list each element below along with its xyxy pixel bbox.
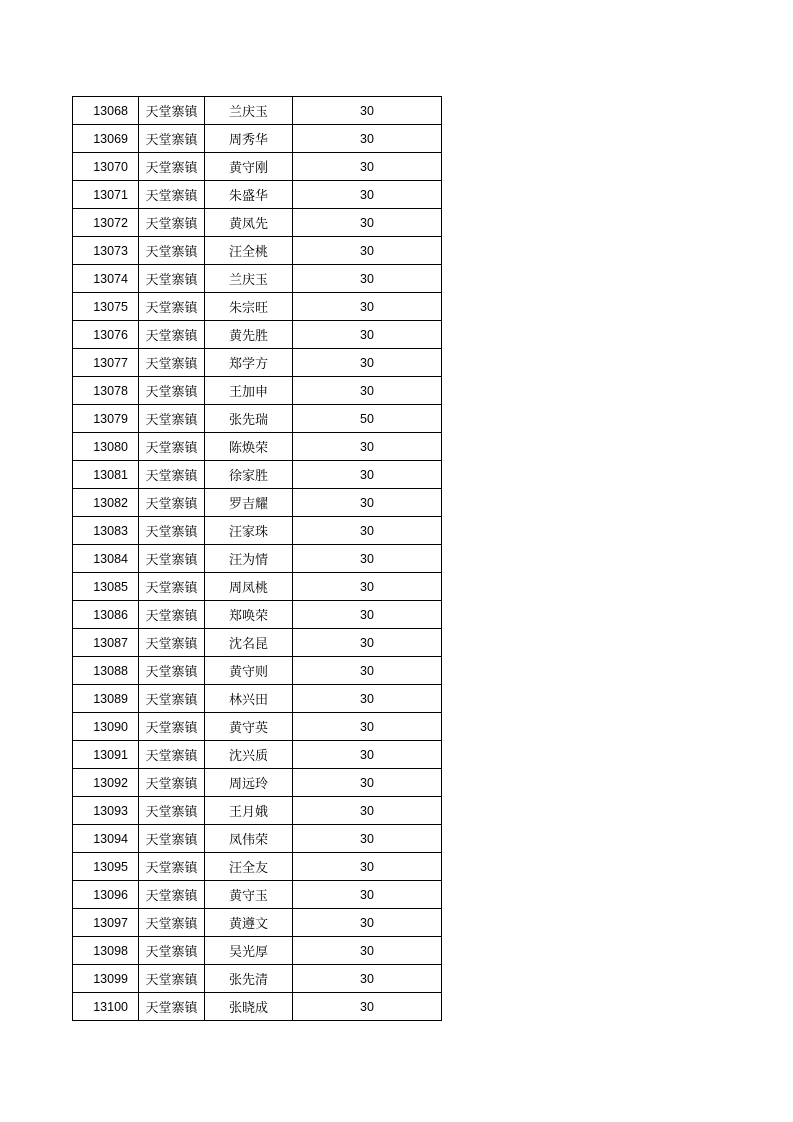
row-name-cell: 黄守则 [205,657,293,685]
table-row [73,713,442,741]
row-id-cell: 13071 [73,181,139,209]
table-row [73,937,442,965]
row-amount-cell: 30 [293,993,442,1021]
row-name-cell: 徐家胜 [205,461,293,489]
row-name-cell: 汪为情 [205,545,293,573]
row-name-cell: 吴光厚 [205,937,293,965]
row-amount-cell: 30 [293,265,442,293]
row-name-cell: 黄守刚 [205,153,293,181]
table-row [73,769,442,797]
row-amount-cell: 30 [293,937,442,965]
row-town-cell: 天堂寨镇 [139,265,205,293]
row-town-cell: 天堂寨镇 [139,657,205,685]
table-row [73,545,442,573]
row-name-cell: 凤伟荣 [205,825,293,853]
table-row [73,405,442,433]
table-row [73,321,442,349]
row-name-cell: 王加申 [205,377,293,405]
row-id-cell: 13074 [73,265,139,293]
roster-table-body [73,97,442,1021]
table-row [73,265,442,293]
row-town-cell: 天堂寨镇 [139,377,205,405]
row-town-cell: 天堂寨镇 [139,461,205,489]
row-id-cell: 13081 [73,461,139,489]
row-town-cell: 天堂寨镇 [139,881,205,909]
row-town-cell: 天堂寨镇 [139,125,205,153]
row-id-cell: 13091 [73,741,139,769]
row-amount-cell: 30 [293,181,442,209]
table-row [73,517,442,545]
row-town-cell: 天堂寨镇 [139,237,205,265]
table-row [73,461,442,489]
table-row [73,965,442,993]
table-row [73,657,442,685]
row-id-cell: 13069 [73,125,139,153]
row-id-cell: 13099 [73,965,139,993]
table-row [73,97,442,125]
row-name-cell: 郑唤荣 [205,601,293,629]
row-town-cell: 天堂寨镇 [139,629,205,657]
row-name-cell: 黄守英 [205,713,293,741]
table-row [73,993,442,1021]
row-id-cell: 13076 [73,321,139,349]
row-name-cell: 朱盛华 [205,181,293,209]
table-row [73,181,442,209]
row-town-cell: 天堂寨镇 [139,853,205,881]
row-id-cell: 13100 [73,993,139,1021]
row-id-cell: 13083 [73,517,139,545]
table-row [73,489,442,517]
row-id-cell: 13088 [73,657,139,685]
row-name-cell: 周秀华 [205,125,293,153]
row-amount-cell: 30 [293,545,442,573]
table-row [73,153,442,181]
table-row [73,433,442,461]
row-name-cell: 黄凤先 [205,209,293,237]
row-amount-cell: 30 [293,125,442,153]
row-town-cell: 天堂寨镇 [139,713,205,741]
row-town-cell: 天堂寨镇 [139,405,205,433]
row-id-cell: 13089 [73,685,139,713]
row-id-cell: 13096 [73,881,139,909]
row-amount-cell: 30 [293,377,442,405]
row-amount-cell: 30 [293,349,442,377]
row-name-cell: 沈兴质 [205,741,293,769]
row-name-cell: 罗吉耀 [205,489,293,517]
table-row [73,881,442,909]
row-town-cell: 天堂寨镇 [139,349,205,377]
row-id-cell: 13068 [73,97,139,125]
row-town-cell: 天堂寨镇 [139,797,205,825]
row-amount-cell: 30 [293,909,442,937]
row-id-cell: 13073 [73,237,139,265]
row-id-cell: 13087 [73,629,139,657]
row-id-cell: 13098 [73,937,139,965]
table-row [73,629,442,657]
row-amount-cell: 30 [293,853,442,881]
row-town-cell: 天堂寨镇 [139,909,205,937]
row-id-cell: 13090 [73,713,139,741]
row-town-cell: 天堂寨镇 [139,573,205,601]
row-amount-cell: 30 [293,489,442,517]
row-amount-cell: 30 [293,797,442,825]
row-amount-cell: 30 [293,209,442,237]
row-id-cell: 13095 [73,853,139,881]
roster-table [72,96,442,1021]
row-id-cell: 13085 [73,573,139,601]
row-town-cell: 天堂寨镇 [139,741,205,769]
row-town-cell: 天堂寨镇 [139,433,205,461]
row-id-cell: 13080 [73,433,139,461]
row-amount-cell: 30 [293,713,442,741]
row-name-cell: 周远玲 [205,769,293,797]
row-name-cell: 张晓成 [205,993,293,1021]
row-amount-cell: 30 [293,237,442,265]
row-id-cell: 13086 [73,601,139,629]
row-amount-cell: 30 [293,825,442,853]
row-town-cell: 天堂寨镇 [139,181,205,209]
row-amount-cell: 30 [293,293,442,321]
table-row [73,293,442,321]
row-id-cell: 13092 [73,769,139,797]
row-town-cell: 天堂寨镇 [139,601,205,629]
row-name-cell: 汪家珠 [205,517,293,545]
row-amount-cell: 30 [293,741,442,769]
row-amount-cell: 30 [293,685,442,713]
row-amount-cell: 30 [293,881,442,909]
row-town-cell: 天堂寨镇 [139,293,205,321]
row-name-cell: 汪全友 [205,853,293,881]
table-row [73,909,442,937]
row-id-cell: 13077 [73,349,139,377]
row-name-cell: 陈焕荣 [205,433,293,461]
row-town-cell: 天堂寨镇 [139,97,205,125]
row-name-cell: 周凤桃 [205,573,293,601]
row-id-cell: 13082 [73,489,139,517]
row-amount-cell: 30 [293,517,442,545]
table-row [73,853,442,881]
row-town-cell: 天堂寨镇 [139,545,205,573]
table-row [73,209,442,237]
table-row [73,125,442,153]
row-id-cell: 13094 [73,825,139,853]
row-id-cell: 13078 [73,377,139,405]
table-row [73,685,442,713]
row-id-cell: 13079 [73,405,139,433]
row-amount-cell: 30 [293,657,442,685]
row-town-cell: 天堂寨镇 [139,517,205,545]
row-town-cell: 天堂寨镇 [139,769,205,797]
row-name-cell: 兰庆玉 [205,265,293,293]
row-name-cell: 张先瑞 [205,405,293,433]
table-row [73,237,442,265]
row-amount-cell: 30 [293,573,442,601]
row-amount-cell: 30 [293,601,442,629]
row-id-cell: 13072 [73,209,139,237]
table-row [73,741,442,769]
row-town-cell: 天堂寨镇 [139,489,205,517]
row-town-cell: 天堂寨镇 [139,825,205,853]
row-town-cell: 天堂寨镇 [139,209,205,237]
row-id-cell: 13070 [73,153,139,181]
row-id-cell: 13093 [73,797,139,825]
row-amount-cell: 30 [293,461,442,489]
row-amount-cell: 30 [293,965,442,993]
row-name-cell: 张先清 [205,965,293,993]
row-id-cell: 13084 [73,545,139,573]
row-town-cell: 天堂寨镇 [139,937,205,965]
row-amount-cell: 30 [293,153,442,181]
row-name-cell: 兰庆玉 [205,97,293,125]
row-name-cell: 沈名昆 [205,629,293,657]
row-name-cell: 郑学方 [205,349,293,377]
row-name-cell: 林兴田 [205,685,293,713]
row-town-cell: 天堂寨镇 [139,993,205,1021]
row-amount-cell: 30 [293,629,442,657]
row-name-cell: 汪全桃 [205,237,293,265]
row-id-cell: 13075 [73,293,139,321]
row-id-cell: 13097 [73,909,139,937]
row-amount-cell: 30 [293,321,442,349]
row-name-cell: 黄守玉 [205,881,293,909]
table-row [73,377,442,405]
row-amount-cell: 50 [293,405,442,433]
table-row [73,825,442,853]
row-town-cell: 天堂寨镇 [139,153,205,181]
table-row [73,349,442,377]
row-town-cell: 天堂寨镇 [139,965,205,993]
row-name-cell: 黄先胜 [205,321,293,349]
row-amount-cell: 30 [293,97,442,125]
table-row [73,797,442,825]
row-amount-cell: 30 [293,769,442,797]
table-row [73,573,442,601]
table-row [73,601,442,629]
row-town-cell: 天堂寨镇 [139,321,205,349]
row-name-cell: 黄遵文 [205,909,293,937]
row-name-cell: 王月娥 [205,797,293,825]
row-name-cell: 朱宗旺 [205,293,293,321]
row-town-cell: 天堂寨镇 [139,685,205,713]
row-amount-cell: 30 [293,433,442,461]
